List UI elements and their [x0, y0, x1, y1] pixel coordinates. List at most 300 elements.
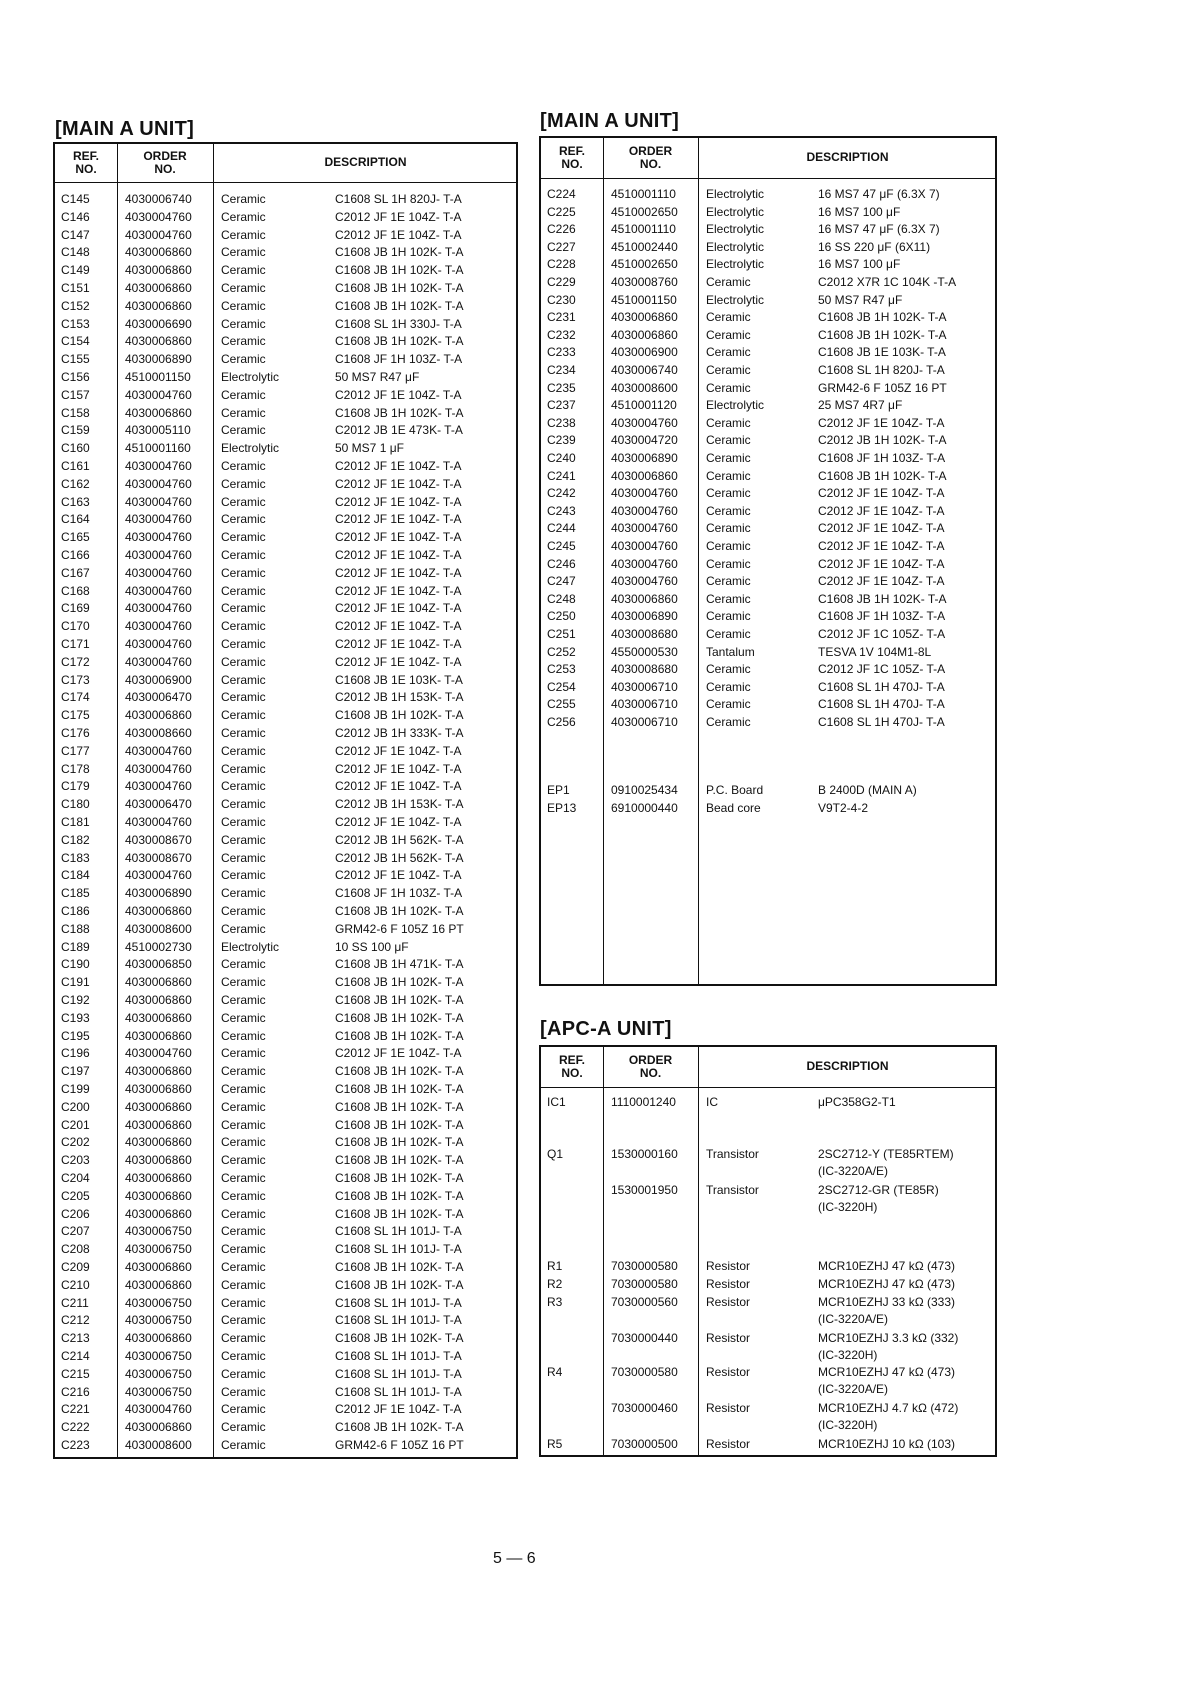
table-row: [55, 368, 516, 387]
order-no: 4030008600: [125, 921, 192, 936]
table-row: [541, 343, 995, 362]
part-type: Ceramic: [221, 1384, 266, 1399]
part-type: Electrolytic: [706, 292, 765, 307]
table-header: [541, 1047, 995, 1088]
order-no: 4030004760: [125, 512, 192, 527]
ref-no: C243: [547, 503, 576, 518]
part-type: Ceramic: [221, 1349, 266, 1363]
ref-no: C252: [547, 644, 576, 659]
ref-no: C214: [61, 1349, 90, 1363]
order-no: 1110001240: [611, 1095, 676, 1109]
part-type: Ceramic: [221, 1242, 266, 1257]
order-no: 4030004760: [125, 637, 192, 651]
part-type: Ceramic: [221, 1082, 266, 1096]
order-no: 4510001160: [125, 441, 191, 456]
table-row: [541, 291, 995, 310]
ref-no: C151: [61, 281, 90, 295]
table-row: [55, 1347, 516, 1366]
part-description: 16 MS7 47 μF (6.3X 7): [818, 187, 940, 201]
part-description: C1608 JB 1E 103K- T-A: [335, 672, 463, 687]
table-row: [55, 1240, 516, 1259]
ref-no: C145: [61, 192, 90, 206]
table-row: [541, 1293, 995, 1326]
table-row: [541, 1093, 995, 1112]
ref-no: C248: [547, 591, 576, 606]
ref-no: EP1: [547, 783, 570, 797]
table-row: [55, 475, 516, 494]
ref-no: R4: [547, 1365, 563, 1379]
part-description: C2012 JF 1E 104Z- T-A: [335, 548, 462, 562]
table-row: [55, 279, 516, 298]
part-type: Ceramic: [221, 548, 266, 562]
order-no: 4030006860: [125, 1028, 192, 1043]
ref-no: C195: [61, 1028, 90, 1043]
part-description: C1608 JB 1H 102K- T-A: [335, 975, 464, 990]
part-description: C1608 JB 1H 102K- T-A: [335, 708, 464, 723]
order-no: 4030006860: [125, 1171, 192, 1185]
order-no: 4030004760: [611, 556, 678, 571]
order-no: 4030004760: [125, 565, 192, 580]
part-description: 50 MS7 1 μF: [335, 441, 404, 456]
ref-no: C213: [61, 1331, 90, 1346]
part-type: Ceramic: [221, 1099, 266, 1114]
ref-no: C225: [547, 204, 576, 219]
ref-no: IC1: [547, 1095, 566, 1109]
part-type: Ceramic: [221, 298, 266, 313]
table-row: [55, 1383, 516, 1402]
part-description: C2012 JF 1E 104Z- T-A: [335, 743, 462, 758]
table-row: [55, 404, 516, 423]
ref-no: C231: [547, 310, 576, 325]
part-type: Ceramic: [221, 1206, 266, 1221]
table-row: [541, 431, 995, 450]
ref-no: C250: [547, 609, 576, 624]
order-no: 4030006860: [125, 708, 192, 723]
table-row: [55, 226, 516, 245]
ref-no: C235: [547, 380, 576, 395]
table-row: [541, 625, 995, 644]
part-type: Ceramic: [706, 609, 751, 624]
part-type: Ceramic: [221, 1295, 266, 1310]
table-row: [541, 467, 995, 486]
order-no: 4510001110: [611, 222, 676, 237]
order-no: 4030004760: [611, 415, 678, 430]
part-type: Ceramic: [706, 415, 751, 430]
part-type: Ceramic: [221, 334, 266, 349]
ref-no: C201: [61, 1117, 90, 1132]
table-row: [541, 185, 995, 204]
header-ref: REF. NO.: [72, 149, 99, 176]
part-description: C2012 JF 1E 104Z- T-A: [335, 209, 462, 224]
ref-no: R5: [547, 1437, 563, 1451]
order-no: 4030006860: [125, 1277, 192, 1292]
ref-no: C200: [61, 1099, 90, 1114]
part-type: Ceramic: [706, 662, 751, 677]
ref-no: C160: [61, 441, 90, 456]
table-row: [55, 1436, 516, 1455]
ref-no: C251: [547, 627, 576, 641]
ref-no: C189: [61, 939, 90, 954]
part-type: Ceramic: [221, 192, 266, 206]
order-no: 4510002440: [611, 239, 678, 254]
ref-no: C174: [61, 690, 90, 705]
table-row: [55, 261, 516, 280]
ref-no: C171: [61, 637, 90, 651]
ref-no: C147: [61, 227, 90, 242]
ref-no: C167: [61, 565, 90, 580]
ref-no: C162: [61, 476, 90, 491]
table-row: [55, 1276, 516, 1295]
part-description: C1608 JB 1H 102K- T-A: [335, 1028, 464, 1043]
table-row: [55, 760, 516, 779]
part-description: 16 MS7 47 μF (6.3X 7): [818, 222, 940, 237]
part-description: 16 MS7 100 μF: [818, 204, 901, 219]
ref-no: C175: [61, 708, 90, 723]
part-type: Ceramic: [706, 503, 751, 518]
order-no: 0910025434: [611, 783, 678, 797]
part-description: C2012 JF 1C 105Z- T-A: [818, 627, 946, 641]
part-type: Ceramic: [221, 797, 266, 812]
order-no: 4030006750: [125, 1224, 192, 1239]
table-row: [55, 1116, 516, 1135]
table-row: [541, 255, 995, 274]
order-no: 4030004760: [125, 779, 192, 794]
ref-no: C157: [61, 387, 90, 402]
part-description: C1608 JF 1H 103Z- T-A: [335, 886, 463, 901]
part-type: Ceramic: [221, 1046, 266, 1061]
part-variant-note: (IC-3220A/E): [818, 1312, 889, 1326]
table-row: [55, 742, 516, 761]
part-type: Ceramic: [706, 275, 751, 289]
table-row: [55, 421, 516, 440]
table-row: [55, 1205, 516, 1224]
order-no: 4510002730: [125, 939, 192, 954]
part-type: Ceramic: [706, 486, 751, 501]
ref-no: C169: [61, 601, 90, 616]
order-no: 4030006860: [125, 1153, 192, 1168]
table-row: [55, 1187, 516, 1206]
order-no: 4030004760: [125, 459, 192, 473]
order-no: 4030006750: [125, 1242, 192, 1257]
part-type: Tantalum: [706, 644, 755, 659]
part-type: Bead core: [706, 800, 761, 815]
part-type: Ceramic: [221, 494, 266, 509]
table-row: [55, 991, 516, 1010]
table-row: [55, 920, 516, 939]
part-description: C2012 JF 1E 104Z- T-A: [335, 476, 462, 491]
order-no: 7030000560: [611, 1295, 678, 1309]
ref-no: C159: [61, 423, 90, 438]
order-no: 4030006860: [125, 1099, 192, 1114]
part-type: Ceramic: [221, 1064, 266, 1079]
part-type: Ceramic: [221, 316, 266, 331]
part-description: C2012 JF 1E 104Z- T-A: [818, 556, 945, 571]
order-no: 4030004760: [611, 521, 678, 536]
ref-no: C205: [61, 1188, 90, 1203]
table-row: [541, 643, 995, 662]
table-row: [541, 519, 995, 538]
table-row: [55, 777, 516, 796]
part-description: C1608 JB 1H 102K- T-A: [335, 993, 464, 1007]
part-description: MCR10EZHJ 10 kΩ (103): [818, 1437, 956, 1451]
order-no: 4030008600: [125, 1438, 192, 1452]
ref-no: R1: [547, 1259, 563, 1273]
part-type: Ceramic: [221, 761, 266, 776]
part-description: C1608 JB 1H 102K- T-A: [818, 327, 947, 342]
order-no: 4030006900: [611, 345, 678, 360]
part-description: C2012 JF 1E 104Z- T-A: [818, 415, 945, 430]
part-description: 16 SS 220 μF (6X11): [818, 239, 931, 254]
part-description: C2012 JF 1E 104Z- T-A: [335, 227, 462, 242]
part-type: Ceramic: [221, 1402, 266, 1417]
part-description: C1608 JB 1H 102K- T-A: [335, 1099, 464, 1114]
order-no: 4030008670: [125, 832, 192, 847]
order-no: 4030006860: [611, 591, 678, 606]
part-description: C2012 JF 1E 104Z- T-A: [818, 486, 945, 501]
part-type: Ceramic: [221, 957, 266, 972]
order-no: 7030000580: [611, 1365, 678, 1379]
part-type: Ceramic: [221, 512, 266, 527]
part-type: Resistor: [706, 1259, 751, 1273]
table-row: [55, 849, 516, 868]
part-type: Ceramic: [706, 380, 751, 395]
table-row: [55, 315, 516, 334]
part-type: Ceramic: [706, 468, 751, 483]
order-no: 1530000160: [611, 1147, 678, 1161]
table-row: [55, 973, 516, 992]
order-no: 4030008680: [611, 627, 678, 641]
ref-no: C233: [547, 345, 576, 360]
table-row: [55, 635, 516, 654]
part-type: Ceramic: [221, 726, 266, 740]
part-description: TESVA 1V 104M1-8L: [818, 644, 932, 659]
table-row: [55, 1418, 516, 1437]
ref-no: C181: [61, 815, 90, 829]
part-description: C1608 SL 1H 101J- T-A: [335, 1224, 462, 1239]
ref-no: C212: [61, 1313, 90, 1328]
left-section-title: [MAIN A UNIT]: [55, 118, 195, 140]
table-row: [541, 1275, 995, 1294]
ref-no: C241: [547, 468, 576, 483]
ref-no: C207: [61, 1224, 90, 1239]
order-no: 4030004760: [611, 503, 678, 518]
order-no: 4030004760: [125, 387, 192, 402]
ref-no: C239: [547, 433, 576, 448]
part-description: C1608 SL 1H 470J- T-A: [818, 679, 945, 694]
order-no: 4030006470: [125, 690, 192, 705]
table-row: [55, 1222, 516, 1241]
part-type: Ceramic: [706, 363, 751, 377]
ref-no: C221: [61, 1402, 90, 1417]
table-row: [55, 813, 516, 832]
table-row: [55, 243, 516, 262]
order-no: 4510001150: [611, 292, 677, 307]
ref-no: C199: [61, 1082, 90, 1096]
part-type: Ceramic: [221, 601, 266, 616]
part-description: μPC358G2-T1: [818, 1095, 896, 1109]
order-no: 4030006890: [125, 886, 192, 901]
table-row: [55, 439, 516, 458]
part-type: Ceramic: [221, 1171, 266, 1185]
part-type: Ceramic: [221, 245, 266, 260]
part-type: Ceramic: [221, 850, 266, 865]
part-description: C2012 JB 1H 562K- T-A: [335, 832, 464, 847]
ref-no: C193: [61, 1010, 90, 1025]
ref-no: C222: [61, 1420, 90, 1435]
ref-no: C153: [61, 316, 90, 331]
part-description: C2012 JF 1E 104Z- T-A: [335, 815, 462, 829]
order-no: 4030006860: [125, 1188, 192, 1203]
order-no: 4030004760: [125, 815, 192, 829]
order-no: 4030004760: [611, 539, 678, 553]
ref-no: C223: [61, 1438, 90, 1452]
part-description: V9T2-4-2: [818, 800, 869, 815]
part-type: Electrolytic: [706, 239, 765, 254]
part-type: Ceramic: [706, 451, 751, 465]
part-type: Ceramic: [221, 619, 266, 634]
part-description: C2012 JF 1E 104Z- T-A: [335, 637, 462, 651]
part-description: C2012 JF 1E 104Z- T-A: [335, 761, 462, 776]
part-type: Ceramic: [221, 1260, 266, 1274]
order-no: 4030004760: [125, 1046, 192, 1061]
part-variant-note: (IC-3220A/E): [818, 1164, 889, 1178]
table-row: [541, 1399, 995, 1432]
apc-a-parts-table: [539, 1045, 997, 1457]
ref-no: C242: [547, 486, 576, 501]
ref-no: C163: [61, 494, 90, 509]
table-row: [55, 582, 516, 601]
order-no: 4030004760: [125, 548, 192, 562]
table-row: [541, 326, 995, 345]
header-description: DESCRIPTION: [806, 1059, 889, 1073]
part-description: C1608 SL 1H 820J- T-A: [818, 363, 945, 377]
order-no: 4030006860: [125, 904, 192, 918]
part-description: C2012 JB 1H 333K- T-A: [335, 726, 464, 740]
part-description: C2012 JF 1E 104Z- T-A: [818, 503, 945, 518]
order-no: 4030006860: [125, 1331, 192, 1346]
table-row: [55, 1169, 516, 1188]
part-variant-note: (IC-3220H): [818, 1418, 878, 1432]
part-type: Ceramic: [706, 697, 751, 712]
table-row: [541, 361, 995, 380]
ref-no: C165: [61, 530, 90, 545]
table-row: [55, 795, 516, 814]
part-type: Ceramic: [221, 1153, 266, 1168]
table-row: [541, 203, 995, 222]
part-type: Ceramic: [706, 556, 751, 571]
part-type: Ceramic: [221, 227, 266, 242]
part-type: Resistor: [706, 1365, 751, 1379]
order-no: 4030008680: [611, 662, 678, 677]
part-type: Ceramic: [221, 1438, 266, 1452]
ref-no: C185: [61, 886, 90, 901]
part-type: Ceramic: [706, 345, 751, 360]
ref-no: C254: [547, 679, 576, 694]
order-no: 4030008600: [611, 380, 678, 395]
part-type: Ceramic: [221, 459, 266, 473]
ref-no: C244: [547, 521, 576, 536]
table-row: [55, 724, 516, 743]
part-description: C1608 JB 1H 102K- T-A: [335, 245, 464, 260]
part-description: C2012 JF 1E 104Z- T-A: [335, 512, 462, 527]
part-description: C2012 JB 1E 473K- T-A: [335, 423, 463, 438]
ref-no: C178: [61, 761, 90, 776]
part-description: C2012 JF 1E 104Z- T-A: [335, 619, 462, 634]
ref-no: C156: [61, 370, 90, 384]
table-row: [55, 1027, 516, 1046]
part-description: C1608 SL 1H 101J- T-A: [335, 1313, 462, 1328]
ref-no: C234: [547, 363, 576, 377]
order-no: 4030004760: [125, 868, 192, 883]
order-no: 4030004760: [125, 494, 192, 509]
part-type: Ceramic: [221, 405, 266, 420]
part-type: Ceramic: [706, 574, 751, 589]
part-description: C2012 JF 1E 104Z- T-A: [335, 654, 462, 669]
part-description: C1608 JB 1H 102K- T-A: [335, 281, 464, 295]
page-number: 5 — 6: [493, 1550, 536, 1567]
part-type: Ceramic: [221, 815, 266, 829]
part-description: C1608 JF 1H 103Z- T-A: [818, 451, 946, 465]
part-description: MCR10EZHJ 47 kΩ (473): [818, 1277, 956, 1291]
table-row: [541, 572, 995, 591]
order-no: 4030006860: [125, 334, 192, 349]
table-row: [55, 1151, 516, 1170]
table-row: [55, 493, 516, 512]
part-type: Ceramic: [221, 1420, 266, 1435]
part-variant-note: (IC-3220A/E): [818, 1382, 889, 1396]
ref-no: C196: [61, 1046, 90, 1061]
part-description: C2012 JF 1E 104Z- T-A: [335, 601, 462, 616]
part-description: C1608 JB 1H 471K- T-A: [335, 957, 464, 972]
order-no: 4510001110: [611, 187, 676, 201]
table-row: [541, 537, 995, 556]
table-row: [55, 831, 516, 850]
ref-no: C206: [61, 1206, 90, 1221]
main-a-parts-table-left: [53, 142, 518, 1459]
part-type: Ceramic: [221, 1028, 266, 1043]
part-type: Ceramic: [221, 672, 266, 687]
order-no: 4030006750: [125, 1313, 192, 1328]
part-description: C1608 JB 1H 102K- T-A: [335, 1260, 464, 1274]
part-type: Resistor: [706, 1295, 751, 1309]
table-row: [55, 706, 516, 725]
table-row: [55, 1062, 516, 1081]
part-type: Ceramic: [221, 1224, 266, 1239]
ref-no: C197: [61, 1064, 90, 1079]
apc-section-title: [APC-A UNIT]: [540, 1018, 672, 1040]
ref-no: C146: [61, 209, 90, 224]
table-row: [55, 332, 516, 351]
ref-no: C173: [61, 672, 90, 687]
table-row: [55, 510, 516, 529]
part-description: C1608 JB 1H 102K- T-A: [335, 1117, 464, 1132]
ref-no: C247: [547, 574, 576, 589]
table-row: [55, 599, 516, 618]
header-description: DESCRIPTION: [324, 155, 407, 169]
order-no: 1530001950: [611, 1183, 678, 1197]
table-header: [55, 144, 516, 183]
order-no: 4030006860: [125, 405, 192, 420]
table-row: [55, 688, 516, 707]
ref-no: Q1: [547, 1147, 564, 1161]
part-type: Ceramic: [706, 627, 751, 641]
part-description: MCR10EZHJ 47 kΩ (473): [818, 1365, 956, 1379]
table-row: [541, 414, 995, 433]
ref-no: C182: [61, 832, 90, 847]
part-variant-note: (IC-3220H): [818, 1348, 878, 1362]
order-no: 4030006860: [125, 1206, 192, 1221]
part-type: Ceramic: [221, 1117, 266, 1132]
